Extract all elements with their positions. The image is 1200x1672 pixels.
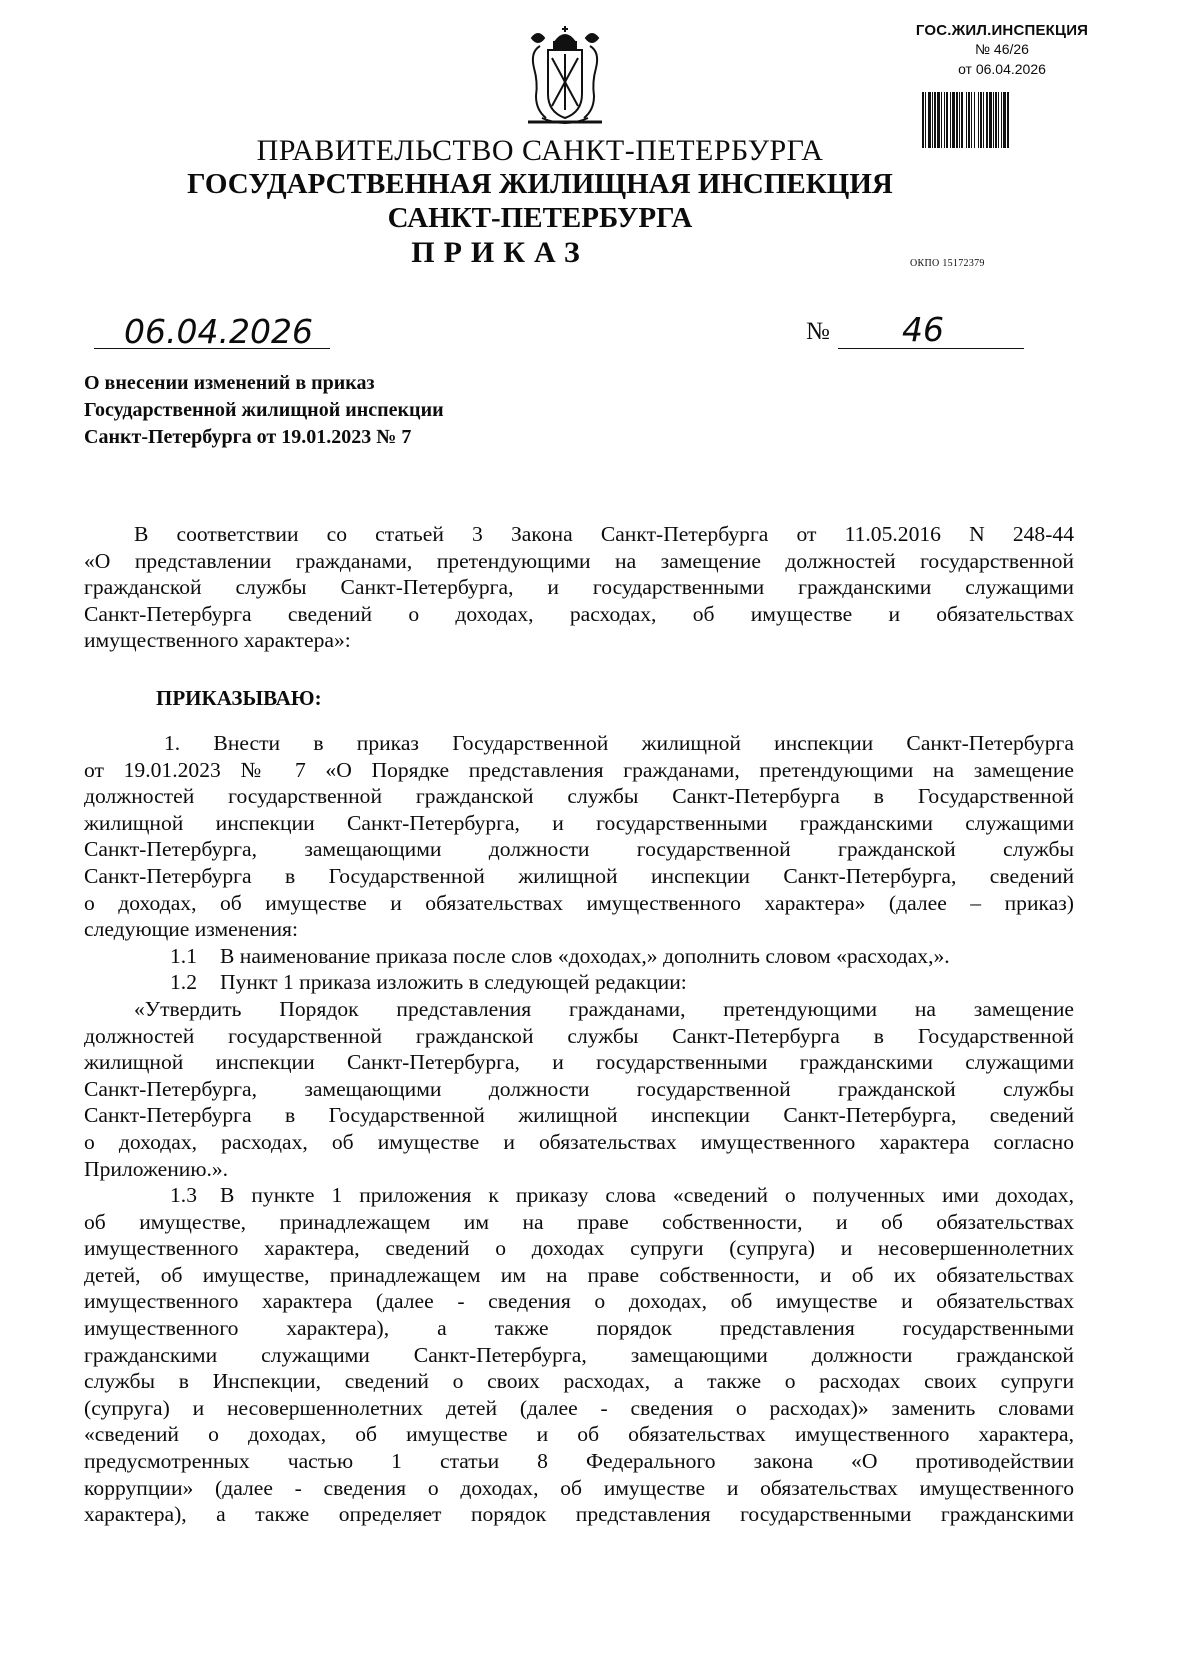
item-1-3-line: об имуществе, принадлежащем им на праве собственности, и об обязательствах — [84, 1209, 1074, 1234]
order-word: ПРИКАЗЫВАЮ: — [156, 686, 322, 710]
quote-line: Приложению.». — [84, 1156, 229, 1181]
agency-title-line1: ГОСУДАРСТВЕННАЯ ЖИЛИЩНАЯ ИНСПЕКЦИЯ — [187, 168, 893, 200]
item-1-2 — [84, 969, 1074, 996]
subject-line: О внесении изменений в приказ — [84, 372, 375, 394]
preamble-line: В соответствии со статьей 3 Закона Санкт-Петербурга от 11.05.2016 N 248-44 — [134, 522, 1074, 546]
preamble-line: имущественного характера»: — [84, 628, 351, 653]
agency-title-line2: САНКТ-ПЕТЕРБУРГА — [387, 202, 693, 234]
stamp-number: № 46/26 — [975, 41, 1029, 57]
item-1-1-number: 1.1 — [170, 943, 197, 968]
quote-line: Санкт-Петербурга в Государственной жилищной инспекции Санкт-Петербурга, сведений — [84, 1103, 1074, 1128]
item-1-1 — [84, 943, 1074, 970]
item-1-3-line: детей, об имуществе, принадлежащем им на праве собственности, и об их обязательствах — [84, 1262, 1074, 1287]
document-type: ПРИКАЗ — [411, 236, 589, 269]
item-1-3-number: 1.3 — [170, 1183, 197, 1208]
item-1-3-line: характера), а также определяет порядок представления государственными гражданскими — [84, 1502, 1074, 1527]
preamble-line: Санкт-Петербурга сведений о доходах, расходах, об имуществе и обязательствах — [84, 601, 1074, 626]
preamble-line: «О представлении гражданами, претендующими на замещение должностей государственной — [84, 548, 1074, 573]
item-1-2-number: 1.2 — [170, 970, 197, 995]
quote-line: о доходах, расходах, об имуществе и обязательствах имущественного характера согласно — [84, 1129, 1074, 1154]
item-1-3-line: предусмотренных частью 1 статьи 8 Федерального закона «О противодействии — [84, 1449, 1074, 1474]
item-1-3-line: имущественного характера (далее - сведения о доходах, об имуществе и обязательствах — [84, 1289, 1074, 1314]
number-label: № — [806, 318, 830, 345]
item-1-3-first-line — [84, 1182, 1074, 1209]
item-1-3-line: (супруга) и несовершеннолетних детей (далее - сведения о расходах)» заменить словами — [84, 1395, 1074, 1420]
handwritten-date: 06.04.2026 — [124, 312, 313, 351]
subject-line: Санкт-Петербурга от 19.01.2023 № 7 — [84, 426, 412, 448]
order-subject — [84, 370, 444, 451]
item-1-line: должностей государственной гражданской службы Санкт-Петербурга в Государственной — [84, 784, 1074, 809]
item-1-3-line: имущественного характера, сведений о доходах супруги (супруга) и несовершеннолетних — [84, 1236, 1074, 1261]
preamble — [84, 521, 1074, 654]
item-1 — [84, 730, 1074, 1528]
item-1-line: Санкт-Петербурга, замещающими должности государственной гражданской службы — [84, 837, 1074, 862]
item-1-line: 1. Внести в приказ Государственной жилищной инспекции Санкт-Петербурга — [164, 731, 1074, 755]
quote-line: Санкт-Петербурга, замещающими должности государственной гражданской службы — [84, 1076, 1074, 1101]
handwritten-number: 46 — [902, 310, 944, 349]
item-1-1-text: В наименование приказа после слов «доходах,» дополнить словом «расходах,». — [220, 943, 950, 968]
government-title: ПРАВИТЕЛЬСТВО САНКТ-ПЕТЕРБУРГА — [256, 134, 824, 167]
item-1-line: Санкт-Петербурга в Государственной жилищной инспекции Санкт-Петербурга, сведений — [84, 863, 1074, 888]
preamble-line: гражданской службы Санкт-Петербурга, и государственными гражданскими служащими — [84, 575, 1074, 600]
item-1-3-line: службы в Инспекции, сведений о своих расходах, а также о расходах своих супруги — [84, 1369, 1074, 1394]
item-1-line: жилищной инспекции Санкт-Петербурга, и государственными гражданскими служащими — [84, 810, 1074, 835]
okpo-code: ОКПО 15172379 — [910, 258, 985, 269]
subject-line: Государственной жилищной инспекции — [84, 399, 444, 421]
item-1-3-line: гражданскими служащими Санкт-Петербурга, замещающими должности гражданской — [84, 1342, 1074, 1367]
stamp-date: от 06.04.2026 — [958, 61, 1046, 77]
quote-line: жилищной инспекции Санкт-Петербурга, и государственными гражданскими служащими — [84, 1050, 1074, 1075]
item-1-line: следующие изменения: — [84, 917, 298, 942]
stamp-org: ГОС.ЖИЛ.ИНСПЕКЦИЯ — [915, 22, 1089, 39]
quote-line: «Утвердить Порядок представления гражданами, претендующими на замещение — [134, 996, 1074, 1021]
item-1-2-text: Пункт 1 приказа изложить в следующей редакции: — [220, 970, 687, 995]
item-1-line: от 19.01.2023 № 7 «О Порядке представления гражданами, претендующими на замещение — [84, 757, 1074, 782]
item-1-3-text: В пункте 1 приложения к приказу слова «сведений о полученных ими доходах, — [220, 1183, 1074, 1208]
item-1-3-line: «сведений о доходах, об имуществе и об обязательствах имущественного характера, — [84, 1422, 1074, 1447]
quote-line: должностей государственной гражданской службы Санкт-Петербурга в Государственной — [84, 1023, 1074, 1048]
item-1-3-line: коррупции» (далее - сведения о доходах, об имуществе и обязательствах имущественного — [84, 1475, 1074, 1500]
item-1-line: о доходах, об имуществе и обязательствах имущественного характера» (далее – приказ) — [84, 890, 1074, 915]
registration-stamp — [902, 22, 1102, 79]
item-1-3-line: имущественного характера), а также порядок представления государственными — [84, 1316, 1074, 1341]
coat-of-arms-emblem — [524, 24, 606, 128]
